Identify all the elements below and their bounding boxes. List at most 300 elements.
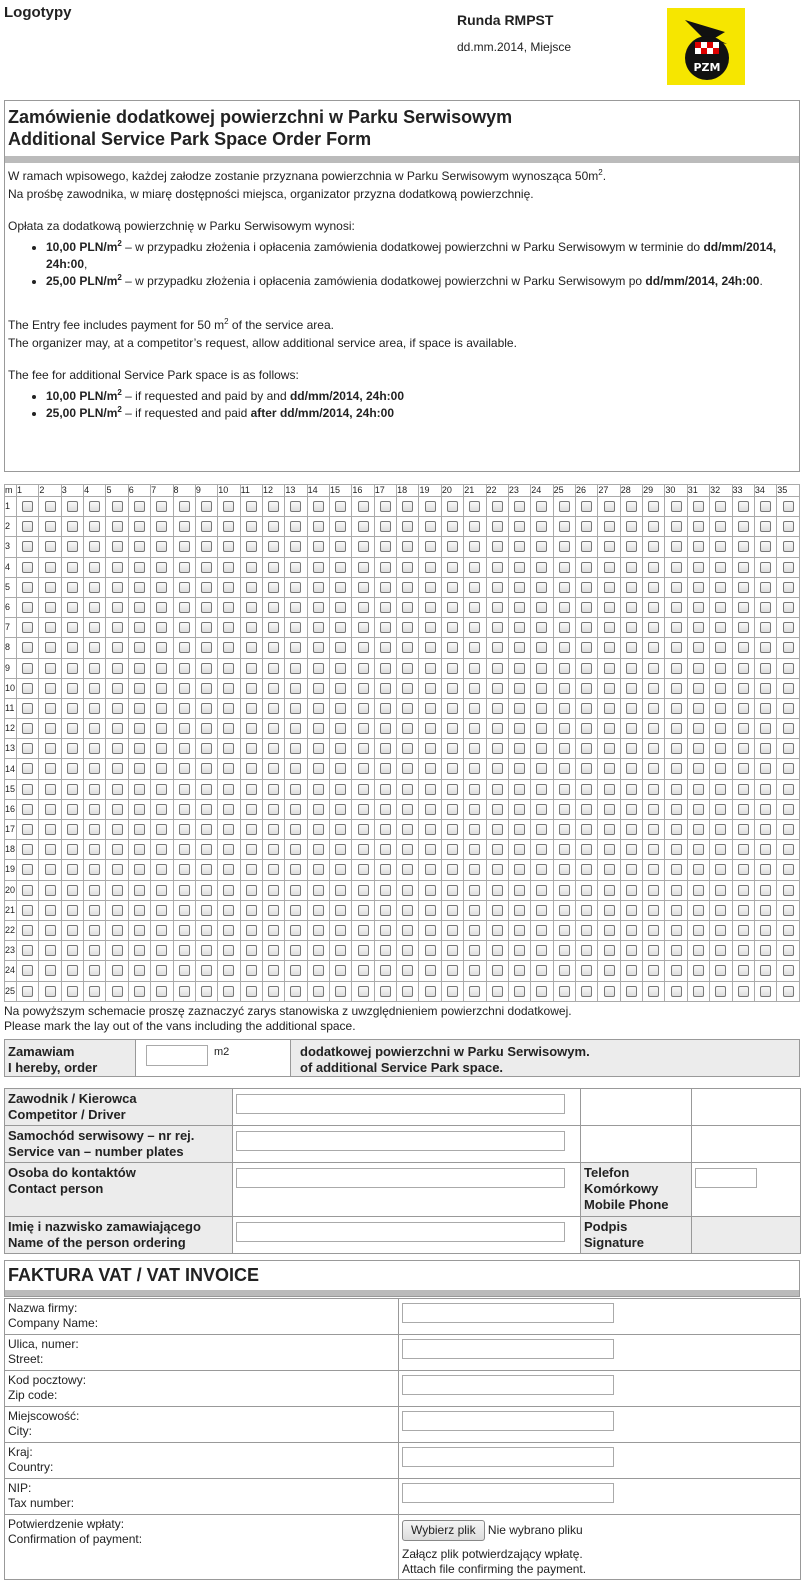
grid-checkbox[interactable] (648, 784, 659, 795)
grid-checkbox[interactable] (67, 945, 78, 956)
grid-checkbox[interactable] (783, 622, 794, 633)
grid-checkbox[interactable] (425, 844, 436, 855)
grid-checkbox[interactable] (425, 885, 436, 896)
grid-checkbox[interactable] (201, 642, 212, 653)
grid-checkbox[interactable] (693, 824, 704, 835)
grid-checkbox[interactable] (559, 602, 570, 613)
grid-checkbox[interactable] (536, 804, 547, 815)
grid-checkbox[interactable] (380, 965, 391, 976)
grid-checkbox[interactable] (45, 743, 56, 754)
grid-checkbox[interactable] (604, 562, 615, 573)
grid-checkbox[interactable] (514, 703, 525, 714)
grid-checkbox[interactable] (738, 541, 749, 552)
grid-checkbox[interactable] (559, 824, 570, 835)
grid-checkbox[interactable] (290, 804, 301, 815)
grid-checkbox[interactable] (715, 804, 726, 815)
grid-checkbox[interactable] (22, 844, 33, 855)
grid-checkbox[interactable] (783, 723, 794, 734)
grid-checkbox[interactable] (671, 945, 682, 956)
grid-checkbox[interactable] (559, 521, 570, 532)
grid-checkbox[interactable] (45, 804, 56, 815)
grid-checkbox[interactable] (67, 925, 78, 936)
grid-checkbox[interactable] (738, 844, 749, 855)
grid-checkbox[interactable] (358, 763, 369, 774)
grid-checkbox[interactable] (447, 663, 458, 674)
grid-checkbox[interactable] (156, 824, 167, 835)
grid-checkbox[interactable] (469, 945, 480, 956)
grid-checkbox[interactable] (604, 521, 615, 532)
grid-checkbox[interactable] (223, 622, 234, 633)
grid-checkbox[interactable] (425, 622, 436, 633)
grid-checkbox[interactable] (447, 965, 458, 976)
grid-checkbox[interactable] (536, 986, 547, 997)
grid-checkbox[interactable] (760, 703, 771, 714)
grid-checkbox[interactable] (492, 521, 503, 532)
grid-checkbox[interactable] (380, 885, 391, 896)
grid-checkbox[interactable] (45, 521, 56, 532)
grid-checkbox[interactable] (626, 541, 637, 552)
grid-checkbox[interactable] (179, 824, 190, 835)
grid-checkbox[interactable] (201, 582, 212, 593)
grid-checkbox[interactable] (626, 925, 637, 936)
grid-checkbox[interactable] (380, 602, 391, 613)
grid-checkbox[interactable] (112, 703, 123, 714)
grid-checkbox[interactable] (536, 925, 547, 936)
grid-checkbox[interactable] (626, 562, 637, 573)
grid-checkbox[interactable] (514, 784, 525, 795)
grid-checkbox[interactable] (671, 703, 682, 714)
grid-checkbox[interactable] (425, 986, 436, 997)
grid-checkbox[interactable] (313, 804, 324, 815)
grid-checkbox[interactable] (402, 844, 413, 855)
grid-checkbox[interactable] (425, 562, 436, 573)
grid-checkbox[interactable] (760, 723, 771, 734)
grid-checkbox[interactable] (179, 521, 190, 532)
grid-checkbox[interactable] (402, 763, 413, 774)
grid-checkbox[interactable] (380, 784, 391, 795)
grid-checkbox[interactable] (514, 642, 525, 653)
grid-checkbox[interactable] (469, 541, 480, 552)
grid-checkbox[interactable] (738, 763, 749, 774)
grid-checkbox[interactable] (268, 723, 279, 734)
grid-checkbox[interactable] (514, 723, 525, 734)
grid-checkbox[interactable] (179, 864, 190, 875)
grid-checkbox[interactable] (313, 945, 324, 956)
grid-checkbox[interactable] (290, 501, 301, 512)
grid-checkbox[interactable] (760, 925, 771, 936)
grid-checkbox[interactable] (402, 784, 413, 795)
grid-checkbox[interactable] (335, 824, 346, 835)
grid-checkbox[interactable] (492, 642, 503, 653)
grid-checkbox[interactable] (425, 541, 436, 552)
grid-checkbox[interactable] (380, 743, 391, 754)
grid-checkbox[interactable] (715, 683, 726, 694)
grid-checkbox[interactable] (358, 824, 369, 835)
grid-checkbox[interactable] (738, 804, 749, 815)
grid-checkbox[interactable] (223, 642, 234, 653)
grid-checkbox[interactable] (715, 784, 726, 795)
grid-checkbox[interactable] (693, 784, 704, 795)
grid-checkbox[interactable] (469, 663, 480, 674)
grid-checkbox[interactable] (693, 622, 704, 633)
grid-checkbox[interactable] (626, 784, 637, 795)
grid-checkbox[interactable] (671, 501, 682, 512)
grid-checkbox[interactable] (492, 501, 503, 512)
grid-checkbox[interactable] (179, 844, 190, 855)
grid-checkbox[interactable] (671, 541, 682, 552)
grid-checkbox[interactable] (715, 602, 726, 613)
grid-checkbox[interactable] (45, 824, 56, 835)
grid-checkbox[interactable] (246, 743, 257, 754)
grid-checkbox[interactable] (604, 885, 615, 896)
grid-checkbox[interactable] (715, 905, 726, 916)
grid-checkbox[interactable] (67, 602, 78, 613)
invoice-input[interactable] (402, 1339, 614, 1359)
grid-checkbox[interactable] (559, 945, 570, 956)
grid-checkbox[interactable] (201, 925, 212, 936)
grid-checkbox[interactable] (290, 642, 301, 653)
grid-checkbox[interactable] (559, 622, 570, 633)
grid-checkbox[interactable] (425, 723, 436, 734)
grid-checkbox[interactable] (156, 703, 167, 714)
grid-checkbox[interactable] (246, 763, 257, 774)
grid-checkbox[interactable] (760, 521, 771, 532)
grid-checkbox[interactable] (559, 905, 570, 916)
grid-checkbox[interactable] (223, 925, 234, 936)
grid-checkbox[interactable] (290, 905, 301, 916)
grid-checkbox[interactable] (693, 541, 704, 552)
grid-checkbox[interactable] (760, 945, 771, 956)
grid-checkbox[interactable] (671, 986, 682, 997)
grid-checkbox[interactable] (760, 986, 771, 997)
grid-checkbox[interactable] (671, 743, 682, 754)
grid-checkbox[interactable] (201, 965, 212, 976)
grid-checkbox[interactable] (380, 905, 391, 916)
grid-checkbox[interactable] (246, 582, 257, 593)
grid-checkbox[interactable] (313, 925, 324, 936)
grid-checkbox[interactable] (447, 723, 458, 734)
grid-checkbox[interactable] (201, 501, 212, 512)
grid-checkbox[interactable] (290, 965, 301, 976)
grid-checkbox[interactable] (134, 784, 145, 795)
grid-checkbox[interactable] (380, 521, 391, 532)
grid-checkbox[interactable] (469, 501, 480, 512)
grid-checkbox[interactable] (402, 622, 413, 633)
grid-checkbox[interactable] (760, 602, 771, 613)
grid-checkbox[interactable] (380, 703, 391, 714)
grid-checkbox[interactable] (514, 743, 525, 754)
grid-checkbox[interactable] (536, 602, 547, 613)
grid-checkbox[interactable] (492, 622, 503, 633)
grid-checkbox[interactable] (581, 986, 592, 997)
grid-checkbox[interactable] (626, 905, 637, 916)
grid-checkbox[interactable] (559, 703, 570, 714)
grid-checkbox[interactable] (671, 723, 682, 734)
grid-checkbox[interactable] (89, 864, 100, 875)
grid-checkbox[interactable] (738, 743, 749, 754)
grid-checkbox[interactable] (760, 562, 771, 573)
grid-checkbox[interactable] (402, 562, 413, 573)
grid-checkbox[interactable] (156, 562, 167, 573)
grid-checkbox[interactable] (536, 864, 547, 875)
grid-checkbox[interactable] (380, 844, 391, 855)
grid-checkbox[interactable] (201, 844, 212, 855)
grid-checkbox[interactable] (22, 622, 33, 633)
grid-checkbox[interactable] (22, 602, 33, 613)
grid-checkbox[interactable] (425, 945, 436, 956)
grid-checkbox[interactable] (112, 844, 123, 855)
grid-checkbox[interactable] (380, 763, 391, 774)
grid-checkbox[interactable] (335, 945, 346, 956)
grid-checkbox[interactable] (313, 844, 324, 855)
grid-checkbox[interactable] (514, 501, 525, 512)
grid-checkbox[interactable] (581, 945, 592, 956)
grid-checkbox[interactable] (313, 683, 324, 694)
grid-checkbox[interactable] (223, 521, 234, 532)
grid-checkbox[interactable] (581, 925, 592, 936)
grid-checkbox[interactable] (201, 945, 212, 956)
grid-checkbox[interactable] (313, 905, 324, 916)
grid-checkbox[interactable] (268, 501, 279, 512)
grid-checkbox[interactable] (246, 562, 257, 573)
grid-checkbox[interactable] (648, 885, 659, 896)
grid-checkbox[interactable] (469, 642, 480, 653)
grid-checkbox[interactable] (738, 501, 749, 512)
grid-checkbox[interactable] (134, 582, 145, 593)
grid-checkbox[interactable] (648, 582, 659, 593)
grid-checkbox[interactable] (268, 521, 279, 532)
grid-checkbox[interactable] (313, 602, 324, 613)
grid-checkbox[interactable] (313, 501, 324, 512)
grid-checkbox[interactable] (626, 864, 637, 875)
grid-checkbox[interactable] (313, 986, 324, 997)
grid-checkbox[interactable] (559, 844, 570, 855)
grid-checkbox[interactable] (156, 844, 167, 855)
grid-checkbox[interactable] (693, 602, 704, 613)
grid-checkbox[interactable] (380, 986, 391, 997)
grid-checkbox[interactable] (514, 763, 525, 774)
grid-checkbox[interactable] (268, 844, 279, 855)
grid-checkbox[interactable] (738, 521, 749, 532)
grid-checkbox[interactable] (447, 905, 458, 916)
grid-checkbox[interactable] (402, 824, 413, 835)
grid-checkbox[interactable] (179, 723, 190, 734)
contact-input[interactable] (236, 1168, 565, 1188)
grid-checkbox[interactable] (335, 784, 346, 795)
grid-checkbox[interactable] (760, 763, 771, 774)
grid-checkbox[interactable] (156, 885, 167, 896)
grid-checkbox[interactable] (22, 824, 33, 835)
grid-checkbox[interactable] (671, 763, 682, 774)
grid-checkbox[interactable] (358, 602, 369, 613)
grid-checkbox[interactable] (67, 824, 78, 835)
grid-checkbox[interactable] (469, 844, 480, 855)
grid-checkbox[interactable] (45, 885, 56, 896)
grid-checkbox[interactable] (447, 622, 458, 633)
grid-checkbox[interactable] (425, 663, 436, 674)
grid-checkbox[interactable] (380, 824, 391, 835)
grid-checkbox[interactable] (671, 864, 682, 875)
grid-checkbox[interactable] (134, 885, 145, 896)
grid-checkbox[interactable] (380, 925, 391, 936)
grid-checkbox[interactable] (648, 864, 659, 875)
grid-checkbox[interactable] (268, 541, 279, 552)
grid-checkbox[interactable] (246, 844, 257, 855)
grid-checkbox[interactable] (179, 945, 190, 956)
grid-checkbox[interactable] (89, 743, 100, 754)
grid-checkbox[interactable] (604, 824, 615, 835)
grid-checkbox[interactable] (156, 804, 167, 815)
grid-checkbox[interactable] (89, 642, 100, 653)
grid-checkbox[interactable] (134, 642, 145, 653)
grid-checkbox[interactable] (223, 986, 234, 997)
grid-checkbox[interactable] (89, 723, 100, 734)
grid-checkbox[interactable] (89, 986, 100, 997)
grid-checkbox[interactable] (402, 885, 413, 896)
grid-checkbox[interactable] (738, 864, 749, 875)
grid-checkbox[interactable] (268, 703, 279, 714)
grid-checkbox[interactable] (45, 784, 56, 795)
grid-checkbox[interactable] (402, 703, 413, 714)
grid-checkbox[interactable] (89, 885, 100, 896)
grid-checkbox[interactable] (246, 622, 257, 633)
grid-checkbox[interactable] (290, 602, 301, 613)
grid-checkbox[interactable] (581, 824, 592, 835)
grid-checkbox[interactable] (179, 743, 190, 754)
grid-checkbox[interactable] (604, 986, 615, 997)
grid-checkbox[interactable] (425, 824, 436, 835)
grid-checkbox[interactable] (290, 541, 301, 552)
grid-checkbox[interactable] (425, 521, 436, 532)
grid-checkbox[interactable] (358, 663, 369, 674)
grid-checkbox[interactable] (358, 743, 369, 754)
grid-checkbox[interactable] (268, 663, 279, 674)
grid-checkbox[interactable] (290, 885, 301, 896)
grid-checkbox[interactable] (536, 663, 547, 674)
grid-checkbox[interactable] (783, 885, 794, 896)
grid-checkbox[interactable] (425, 642, 436, 653)
grid-checkbox[interactable] (67, 663, 78, 674)
grid-checkbox[interactable] (402, 864, 413, 875)
grid-checkbox[interactable] (134, 562, 145, 573)
grid-checkbox[interactable] (783, 986, 794, 997)
grid-checkbox[interactable] (581, 804, 592, 815)
grid-checkbox[interactable] (268, 763, 279, 774)
grid-checkbox[interactable] (648, 562, 659, 573)
grid-checkbox[interactable] (760, 784, 771, 795)
grid-checkbox[interactable] (514, 905, 525, 916)
grid-checkbox[interactable] (402, 965, 413, 976)
grid-checkbox[interactable] (648, 683, 659, 694)
grid-checkbox[interactable] (358, 541, 369, 552)
grid-checkbox[interactable] (536, 521, 547, 532)
grid-checkbox[interactable] (626, 945, 637, 956)
grid-checkbox[interactable] (89, 925, 100, 936)
grid-checkbox[interactable] (358, 945, 369, 956)
grid-checkbox[interactable] (67, 642, 78, 653)
grid-checkbox[interactable] (246, 986, 257, 997)
grid-checkbox[interactable] (738, 925, 749, 936)
grid-checkbox[interactable] (134, 521, 145, 532)
grid-checkbox[interactable] (581, 844, 592, 855)
grid-checkbox[interactable] (581, 642, 592, 653)
grid-checkbox[interactable] (246, 602, 257, 613)
grid-checkbox[interactable] (45, 925, 56, 936)
grid-checkbox[interactable] (626, 844, 637, 855)
grid-checkbox[interactable] (738, 824, 749, 835)
grid-checkbox[interactable] (156, 905, 167, 916)
grid-checkbox[interactable] (223, 844, 234, 855)
grid-checkbox[interactable] (201, 541, 212, 552)
grid-checkbox[interactable] (514, 804, 525, 815)
grid-checkbox[interactable] (559, 763, 570, 774)
grid-checkbox[interactable] (626, 703, 637, 714)
grid-checkbox[interactable] (469, 905, 480, 916)
grid-checkbox[interactable] (402, 663, 413, 674)
grid-checkbox[interactable] (201, 683, 212, 694)
grid-checkbox[interactable] (201, 784, 212, 795)
grid-checkbox[interactable] (45, 864, 56, 875)
grid-checkbox[interactable] (223, 541, 234, 552)
grid-checkbox[interactable] (693, 582, 704, 593)
grid-checkbox[interactable] (22, 703, 33, 714)
grid-checkbox[interactable] (671, 824, 682, 835)
grid-checkbox[interactable] (760, 824, 771, 835)
grid-checkbox[interactable] (693, 521, 704, 532)
grid-checkbox[interactable] (648, 663, 659, 674)
grid-checkbox[interactable] (559, 723, 570, 734)
grid-checkbox[interactable] (559, 582, 570, 593)
grid-checkbox[interactable] (358, 562, 369, 573)
grid-checkbox[interactable] (469, 562, 480, 573)
grid-checkbox[interactable] (67, 986, 78, 997)
grid-checkbox[interactable] (268, 804, 279, 815)
grid-checkbox[interactable] (671, 622, 682, 633)
grid-checkbox[interactable] (45, 501, 56, 512)
grid-checkbox[interactable] (783, 743, 794, 754)
grid-checkbox[interactable] (290, 562, 301, 573)
grid-checkbox[interactable] (402, 602, 413, 613)
grid-checkbox[interactable] (290, 743, 301, 754)
grid-checkbox[interactable] (380, 804, 391, 815)
grid-checkbox[interactable] (783, 763, 794, 774)
grid-checkbox[interactable] (246, 663, 257, 674)
grid-checkbox[interactable] (335, 925, 346, 936)
grid-checkbox[interactable] (536, 501, 547, 512)
grid-checkbox[interactable] (760, 804, 771, 815)
grid-checkbox[interactable] (67, 864, 78, 875)
grid-checkbox[interactable] (45, 663, 56, 674)
grid-checkbox[interactable] (738, 622, 749, 633)
grid-checkbox[interactable] (223, 501, 234, 512)
grid-checkbox[interactable] (581, 501, 592, 512)
grid-checkbox[interactable] (358, 683, 369, 694)
grid-checkbox[interactable] (693, 965, 704, 976)
grid-checkbox[interactable] (693, 743, 704, 754)
grid-checkbox[interactable] (469, 602, 480, 613)
grid-checkbox[interactable] (22, 541, 33, 552)
grid-checkbox[interactable] (402, 804, 413, 815)
grid-checkbox[interactable] (156, 965, 167, 976)
grid-checkbox[interactable] (447, 824, 458, 835)
grid-checkbox[interactable] (469, 683, 480, 694)
grid-checkbox[interactable] (536, 541, 547, 552)
grid-checkbox[interactable] (358, 501, 369, 512)
grid-checkbox[interactable] (402, 743, 413, 754)
grid-checkbox[interactable] (380, 501, 391, 512)
grid-checkbox[interactable] (380, 864, 391, 875)
grid-checkbox[interactable] (45, 683, 56, 694)
